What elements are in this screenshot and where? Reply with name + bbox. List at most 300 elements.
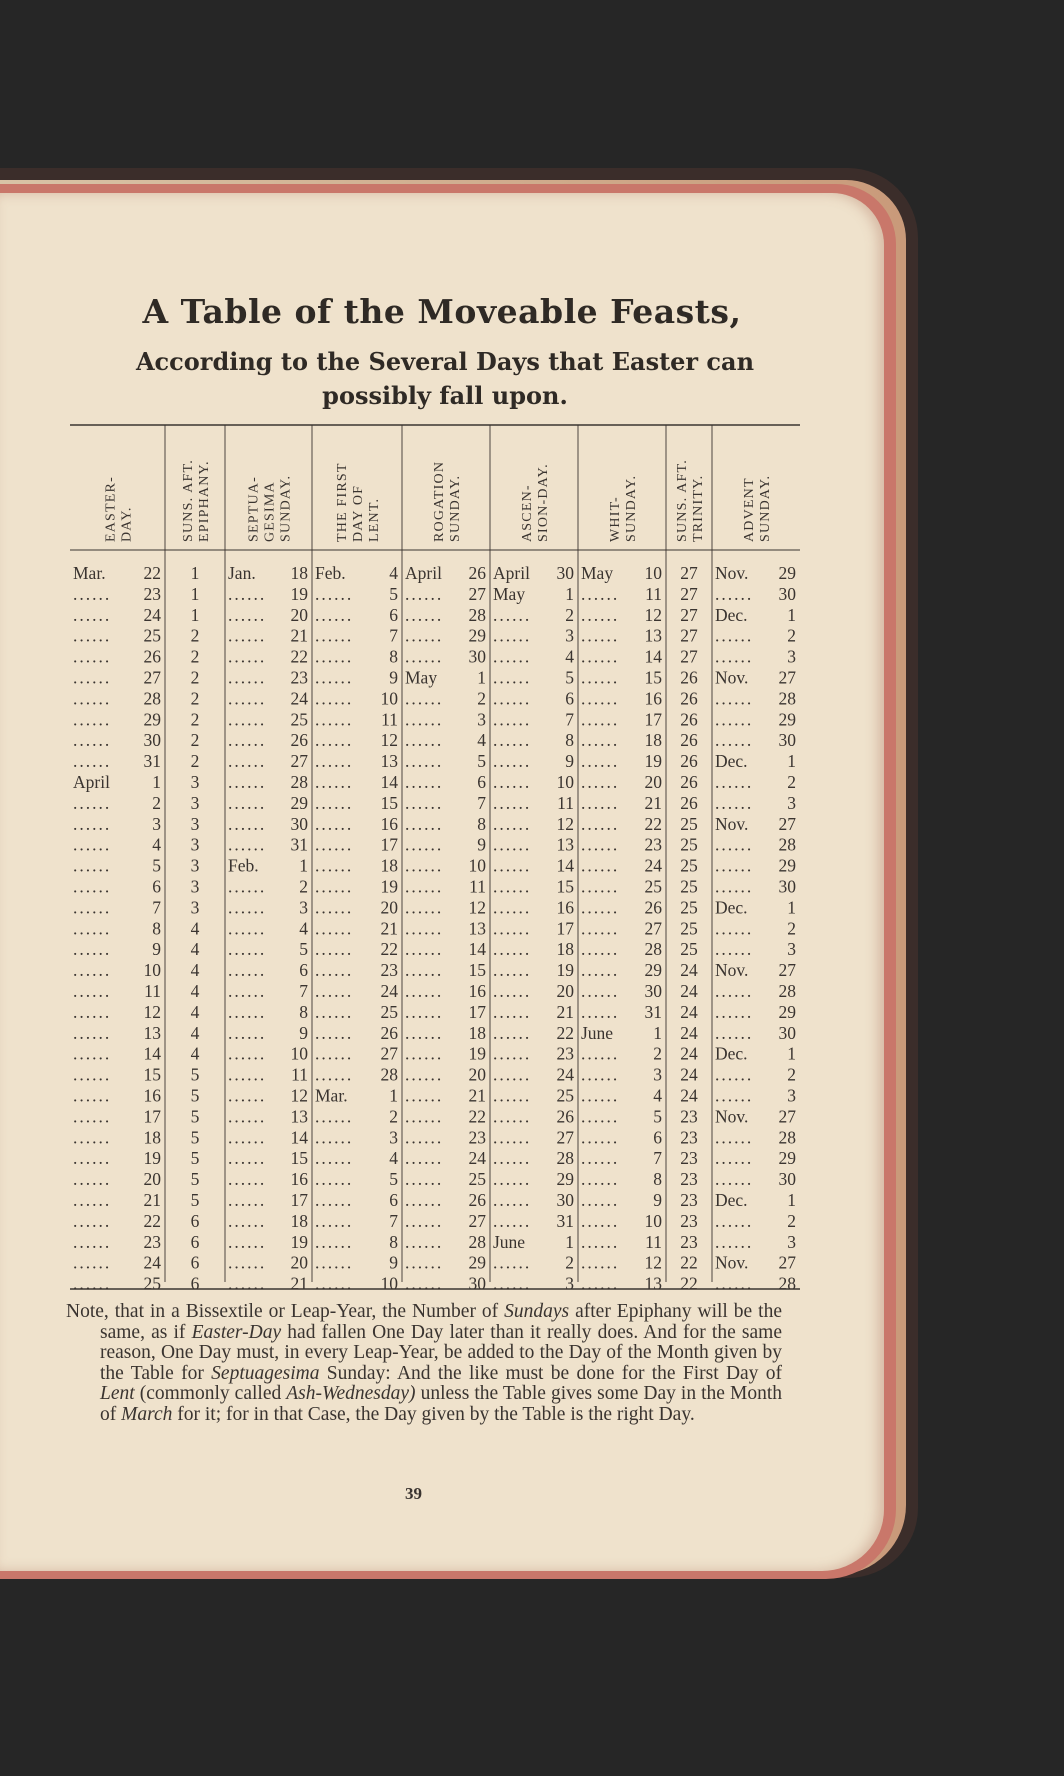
table-cell-day: 29 xyxy=(556,1169,574,1190)
dot-leader: ...... xyxy=(315,646,354,667)
table-cell-day: 19 xyxy=(468,1043,486,1064)
dot-leader: ...... xyxy=(715,1148,754,1169)
dot-leader: ...... xyxy=(228,772,267,792)
dot-leader: ...... xyxy=(73,897,112,918)
column-header: SUNDAY. xyxy=(448,474,463,542)
table-cell: 26 xyxy=(680,792,698,813)
table-cell-month: Nov. xyxy=(715,813,749,834)
table-cell-day: 3 xyxy=(787,1231,796,1252)
table-cell: 27 xyxy=(680,583,698,604)
note-italic: Sundays xyxy=(504,1301,570,1322)
table-cell-day: 18 xyxy=(380,855,398,876)
table-cell-day: 2 xyxy=(565,604,574,625)
table-cell: 5 xyxy=(190,1127,200,1148)
table-cell: 27 xyxy=(680,646,698,667)
dot-leader: ...... xyxy=(715,1064,754,1085)
table-cell: 23 xyxy=(680,1148,698,1169)
table-cell-day: 8 xyxy=(389,646,398,667)
table-cell: 24 xyxy=(680,981,698,1001)
table-cell: 25 xyxy=(680,834,698,855)
table-cell-day: 11 xyxy=(144,981,161,1001)
dot-leader: ...... xyxy=(315,813,354,834)
table-cell-day: 30 xyxy=(290,813,308,834)
table-cell-day: 7 xyxy=(565,709,574,730)
table-cell-day: 27 xyxy=(644,918,662,939)
table-cell-day: 20 xyxy=(644,772,662,792)
table-cell-day: 30 xyxy=(644,981,662,1001)
table-cell-day: 10 xyxy=(380,1273,398,1294)
table-cell-day: 17 xyxy=(380,834,398,855)
table-cell-day: 1 xyxy=(389,1085,398,1106)
table-cell-day: 27 xyxy=(143,667,161,688)
table-cell-day: 14 xyxy=(290,1127,308,1148)
dot-leader: ...... xyxy=(228,751,267,772)
dot-leader: ...... xyxy=(405,834,444,855)
dot-leader: ...... xyxy=(73,1252,112,1273)
table-cell: 1 xyxy=(190,604,200,625)
table-cell-day: 14 xyxy=(380,772,398,792)
table-cell-day: 21 xyxy=(290,625,308,646)
table-cell-day: 31 xyxy=(290,834,308,855)
column-header: THE FIRST xyxy=(335,462,350,542)
table-cell: 5 xyxy=(190,1148,200,1169)
dot-leader: ...... xyxy=(315,1231,354,1252)
table-cell-day: 6 xyxy=(389,604,398,625)
table-cell: 24 xyxy=(680,1085,698,1106)
table-cell: 2 xyxy=(190,688,200,709)
table-cell-day: 10 xyxy=(380,688,398,709)
dot-leader: ...... xyxy=(493,688,532,709)
table-cell-day: 24 xyxy=(644,855,662,876)
dot-leader: ...... xyxy=(493,1085,532,1106)
table-cell-month: June xyxy=(581,1022,614,1043)
column-header: SUNDAY. xyxy=(758,474,773,542)
table-cell-day: 29 xyxy=(778,855,796,876)
table-cell-day: 17 xyxy=(644,709,662,730)
table-cell-day: 18 xyxy=(644,730,662,751)
dot-leader: ...... xyxy=(581,876,620,897)
dot-leader: ...... xyxy=(405,981,444,1001)
table-cell-day: 1 xyxy=(565,1231,574,1252)
table-cell: 26 xyxy=(680,772,698,792)
table-cell-day: 6 xyxy=(565,688,574,709)
dot-leader: ...... xyxy=(73,1148,112,1169)
table-cell-day: 22 xyxy=(468,1106,486,1127)
dot-leader: ...... xyxy=(493,981,532,1001)
dot-leader: ...... xyxy=(715,1085,754,1106)
table-cell-day: 6 xyxy=(653,1127,662,1148)
table-cell-day: 31 xyxy=(143,751,161,772)
table-cell: 2 xyxy=(190,751,200,772)
dot-leader: ...... xyxy=(405,1022,444,1043)
table-cell-day: 1 xyxy=(477,667,486,688)
dot-leader: ...... xyxy=(228,897,267,918)
dot-leader: ...... xyxy=(405,939,444,960)
table-cell-day: 21 xyxy=(556,1001,574,1022)
table-cell-day: 3 xyxy=(389,1127,398,1148)
dot-leader: ...... xyxy=(315,960,354,981)
table-cell-month: April xyxy=(493,563,530,583)
dot-leader: ...... xyxy=(493,625,532,646)
dot-leader: ...... xyxy=(228,1273,267,1294)
dot-leader: ...... xyxy=(715,1231,754,1252)
table-cell-day: 18 xyxy=(290,563,308,583)
dot-leader: ...... xyxy=(315,897,354,918)
table-cell-day: 13 xyxy=(468,918,486,939)
dot-leader: ...... xyxy=(73,1127,112,1148)
table-cell-day: 9 xyxy=(477,834,486,855)
dot-leader: ...... xyxy=(228,918,267,939)
table-cell: 2 xyxy=(190,667,200,688)
table-cell-day: 23 xyxy=(143,583,161,604)
table-cell-day: 15 xyxy=(143,1064,161,1085)
table-cell-day: 4 xyxy=(389,563,398,583)
dot-leader: ...... xyxy=(73,792,112,813)
table-cell: 24 xyxy=(680,1043,698,1064)
table-cell-day: 18 xyxy=(556,939,574,960)
note-italic: Easter-Day xyxy=(191,1321,282,1343)
column-header: SEPTUA- xyxy=(246,476,262,542)
table-cell-day: 12 xyxy=(644,604,662,625)
table-cell: 6 xyxy=(190,1210,200,1231)
table-cell-day: 24 xyxy=(468,1148,486,1169)
dot-leader: ...... xyxy=(315,751,354,772)
table-cell-day: 24 xyxy=(143,1252,161,1273)
table-cell-day: 8 xyxy=(653,1169,662,1190)
table-cell-day: 28 xyxy=(644,939,662,960)
table-cell-day: 9 xyxy=(299,1022,308,1043)
table-cell-day: 30 xyxy=(143,730,161,751)
table-cell-day: 21 xyxy=(644,792,662,813)
dot-leader: ...... xyxy=(315,583,354,604)
table-cell-day: 29 xyxy=(778,563,796,583)
dot-leader: ...... xyxy=(715,1001,754,1022)
dot-leader: ...... xyxy=(493,1043,532,1064)
table-cell-day: 12 xyxy=(556,813,574,834)
table-cell-day: 25 xyxy=(644,876,662,897)
dot-leader: ...... xyxy=(493,1022,532,1043)
table-cell-day: 5 xyxy=(299,939,308,960)
dot-leader: ...... xyxy=(581,1001,620,1022)
table-cell-month: Feb. xyxy=(228,855,259,876)
table-cell-day: 3 xyxy=(477,709,486,730)
dot-leader: ...... xyxy=(405,1001,444,1022)
table-cell-day: 1 xyxy=(299,855,308,876)
table-cell-day: 8 xyxy=(477,813,486,834)
dot-leader: ...... xyxy=(315,688,354,709)
table-cell-day: 17 xyxy=(468,1001,486,1022)
table-cell-day: 27 xyxy=(380,1043,398,1064)
table-cell-day: 27 xyxy=(778,1252,796,1273)
table-cell: 3 xyxy=(190,855,200,876)
table-cell: 5 xyxy=(190,1169,200,1190)
dot-leader: ...... xyxy=(228,792,267,813)
dot-leader: ...... xyxy=(493,1064,532,1085)
table-cell-day: 8 xyxy=(565,730,574,751)
table-cell-day: 23 xyxy=(468,1127,486,1148)
dot-leader: ...... xyxy=(315,855,354,876)
table-cell-day: 4 xyxy=(299,918,308,939)
table-cell-day: 23 xyxy=(143,1231,161,1252)
table-cell-day: 5 xyxy=(152,855,161,876)
table-cell-day: 4 xyxy=(565,646,574,667)
dot-leader: ...... xyxy=(581,1210,620,1231)
table-cell-day: 29 xyxy=(778,709,796,730)
table-cell-day: 22 xyxy=(143,1210,161,1231)
dot-leader: ...... xyxy=(315,834,354,855)
table-cell-day: 7 xyxy=(152,897,161,918)
table-cell-day: 27 xyxy=(778,1106,796,1127)
column-header: DAY. xyxy=(119,506,135,542)
dot-leader: ...... xyxy=(493,855,532,876)
table-cell-day: 20 xyxy=(143,1169,161,1190)
dot-leader: ...... xyxy=(581,813,620,834)
table-cell-day: 30 xyxy=(468,646,486,667)
dot-leader: ...... xyxy=(73,1169,112,1190)
table-cell: 4 xyxy=(190,1001,200,1022)
table-cell-day: 16 xyxy=(644,688,662,709)
column-header: SUNS. AFT. xyxy=(181,459,196,542)
dot-leader: ...... xyxy=(315,1210,354,1231)
table-cell-day: 28 xyxy=(778,834,796,855)
dot-leader: ...... xyxy=(73,981,112,1001)
table-cell-day: 27 xyxy=(468,583,486,604)
dot-leader: ...... xyxy=(73,730,112,751)
table-cell-day: 12 xyxy=(380,730,398,751)
table-cell-day: 22 xyxy=(644,813,662,834)
table-cell-day: 7 xyxy=(299,981,308,1001)
table-cell-day: 3 xyxy=(565,1273,574,1294)
dot-leader: ...... xyxy=(493,918,532,939)
dot-leader: ...... xyxy=(405,1169,444,1190)
table-cell-day: 6 xyxy=(477,772,486,792)
table-cell-day: 3 xyxy=(787,939,796,960)
dot-leader: ...... xyxy=(581,730,620,751)
dot-leader: ...... xyxy=(228,604,267,625)
dot-leader: ...... xyxy=(581,1085,620,1106)
table-cell-day: 28 xyxy=(778,1127,796,1148)
table-cell-day: 1 xyxy=(787,1043,796,1064)
dot-leader: ...... xyxy=(581,604,620,625)
table-cell-day: 10 xyxy=(644,1210,662,1231)
table-cell-day: 6 xyxy=(299,960,308,981)
dot-leader: ...... xyxy=(581,981,620,1001)
table-cell-day: 10 xyxy=(644,563,662,583)
table-cell: 24 xyxy=(680,1001,698,1022)
table-cell-day: 22 xyxy=(380,939,398,960)
table-cell-day: 20 xyxy=(468,1064,486,1085)
table-cell: 25 xyxy=(680,897,698,918)
table-cell: 25 xyxy=(680,876,698,897)
table-cell-month: April xyxy=(73,772,110,792)
dot-leader: ...... xyxy=(315,1169,354,1190)
table-cell-day: 9 xyxy=(565,751,574,772)
table-cell: 27 xyxy=(680,625,698,646)
table-cell-day: 23 xyxy=(556,1043,574,1064)
table-cell-day: 24 xyxy=(143,604,161,625)
table-cell-day: 25 xyxy=(556,1085,574,1106)
table-cell-day: 3 xyxy=(787,792,796,813)
table-cell-day: 23 xyxy=(290,667,308,688)
note-text: had fallen One Day later than it really does. And for the same reason, One Day must, in every Leap-Year, be added to the Day of the Month given by the Table for xyxy=(100,1321,782,1384)
dot-leader: ...... xyxy=(405,1127,444,1148)
table-cell: 22 xyxy=(680,1252,698,1273)
column-header: SUNS. AFT. xyxy=(675,459,690,542)
dot-leader: ...... xyxy=(493,792,532,813)
table-cell-day: 2 xyxy=(565,1252,574,1273)
dot-leader: ...... xyxy=(581,1064,620,1085)
column-header: WHIT- xyxy=(608,496,623,542)
table-cell: 2 xyxy=(190,646,200,667)
table-cell-day: 27 xyxy=(290,751,308,772)
dot-leader: ...... xyxy=(581,897,620,918)
dot-leader: ...... xyxy=(581,834,620,855)
table-cell-day: 26 xyxy=(380,1022,398,1043)
table-cell-day: 2 xyxy=(787,1064,796,1085)
dot-leader: ...... xyxy=(315,625,354,646)
dot-leader: ...... xyxy=(315,1001,354,1022)
table-cell-day: 4 xyxy=(152,834,161,855)
page-number: 39 xyxy=(405,1484,422,1503)
table-cell: 2 xyxy=(190,709,200,730)
table-cell-day: 29 xyxy=(778,1001,796,1022)
table-cell-day: 10 xyxy=(290,1043,308,1064)
table-cell: 3 xyxy=(190,876,200,897)
table-cell: 23 xyxy=(680,1169,698,1190)
table-cell-day: 28 xyxy=(468,604,486,625)
table-cell-month: Dec. xyxy=(715,751,748,772)
table-cell-month: April xyxy=(405,563,442,583)
column-header: ROGATION xyxy=(432,460,447,542)
table-cell-day: 5 xyxy=(565,667,574,688)
table-cell-day: 27 xyxy=(778,667,796,688)
dot-leader: ...... xyxy=(493,1273,532,1294)
table-cell-day: 8 xyxy=(389,1231,398,1252)
dot-leader: ...... xyxy=(228,1106,267,1127)
table-cell-day: 2 xyxy=(299,876,308,897)
table-cell-day: 11 xyxy=(381,709,398,730)
table-cell-day: 2 xyxy=(389,1106,398,1127)
column-header: DAY OF xyxy=(351,484,366,542)
note-text: after Epiphany will be the same, as if xyxy=(100,1301,782,1343)
table-cell-day: 21 xyxy=(380,918,398,939)
dot-leader: ...... xyxy=(493,834,532,855)
dot-leader: ...... xyxy=(73,939,112,960)
dot-leader: ...... xyxy=(315,876,354,897)
table-cell-day: 19 xyxy=(644,751,662,772)
column-header: EASTER- xyxy=(103,476,119,542)
table-cell-month: May xyxy=(581,563,614,583)
table-cell-day: 3 xyxy=(653,1064,662,1085)
table-cell: 4 xyxy=(190,918,200,939)
table-cell-day: 14 xyxy=(556,855,574,876)
table-cell-day: 28 xyxy=(778,981,796,1001)
dot-leader: ...... xyxy=(715,730,754,751)
table-cell-day: 26 xyxy=(644,897,662,918)
table-cell: 22 xyxy=(680,1273,698,1294)
dot-leader: ...... xyxy=(228,1001,267,1022)
leap-year-note xyxy=(66,1302,782,1425)
table-cell: 25 xyxy=(680,855,698,876)
table-cell-day: 29 xyxy=(778,1148,796,1169)
dot-leader: ...... xyxy=(315,1064,354,1085)
dot-leader: ...... xyxy=(405,625,444,646)
table-cell-day: 15 xyxy=(556,876,574,897)
table-cell-day: 7 xyxy=(389,625,398,646)
table-cell: 3 xyxy=(190,772,200,792)
dot-leader: ...... xyxy=(73,1043,112,1064)
table-cell-day: 23 xyxy=(644,834,662,855)
dot-leader: ...... xyxy=(581,1231,620,1252)
table-cell-day: 1 xyxy=(152,772,161,792)
note-text: (commonly called xyxy=(134,1383,287,1404)
dot-leader: ...... xyxy=(73,625,112,646)
dot-leader: ...... xyxy=(73,1190,112,1210)
dot-leader: ...... xyxy=(581,1127,620,1148)
table-cell-day: 5 xyxy=(653,1106,662,1127)
dot-leader: ...... xyxy=(228,1169,267,1190)
dot-leader: ...... xyxy=(715,1127,754,1148)
table-cell-day: 10 xyxy=(468,855,486,876)
dot-leader: ...... xyxy=(405,772,444,792)
table-cell-day: 3 xyxy=(787,1085,796,1106)
table-cell-day: 12 xyxy=(143,1001,161,1022)
table-cell-month: Dec. xyxy=(715,897,748,918)
table-cell-day: 26 xyxy=(143,646,161,667)
dot-leader: ...... xyxy=(405,751,444,772)
dot-leader: ...... xyxy=(73,1231,112,1252)
dot-leader: ...... xyxy=(405,1210,444,1231)
dot-leader: ...... xyxy=(581,751,620,772)
table-cell-day: 30 xyxy=(778,1169,796,1190)
note-text: unless the Table gives some Day in the Month of xyxy=(100,1383,782,1425)
dot-leader: ...... xyxy=(228,813,267,834)
table-cell: 3 xyxy=(190,813,200,834)
dot-leader: ...... xyxy=(581,1190,620,1210)
dot-leader: ...... xyxy=(73,751,112,772)
dot-leader: ...... xyxy=(493,1169,532,1190)
table-cell-day: 1 xyxy=(653,1022,662,1043)
table-cell-day: 1 xyxy=(787,1190,796,1210)
table-cell-month: Dec. xyxy=(715,604,748,625)
dot-leader: ...... xyxy=(581,1043,620,1064)
dot-leader: ...... xyxy=(581,792,620,813)
table-cell-day: 12 xyxy=(468,897,486,918)
table-cell: 6 xyxy=(190,1273,200,1294)
dot-leader: ...... xyxy=(228,667,267,688)
table-cell-day: 1 xyxy=(787,897,796,918)
dot-leader: ...... xyxy=(228,646,267,667)
table-cell-day: 14 xyxy=(468,939,486,960)
dot-leader: ...... xyxy=(228,1148,267,1169)
dot-leader: ...... xyxy=(73,1064,112,1085)
table-cell-day: 13 xyxy=(380,751,398,772)
table-cell: 25 xyxy=(680,813,698,834)
table-cell: 3 xyxy=(190,897,200,918)
dot-leader: ...... xyxy=(405,646,444,667)
table-cell-day: 19 xyxy=(290,1231,308,1252)
table-cell-day: 20 xyxy=(556,981,574,1001)
column-header: TRINITY. xyxy=(691,474,706,542)
table-cell: 23 xyxy=(680,1106,698,1127)
dot-leader: ...... xyxy=(315,1127,354,1148)
dot-leader: ...... xyxy=(228,730,267,751)
dot-leader: ...... xyxy=(493,646,532,667)
table-cell-day: 30 xyxy=(778,583,796,604)
table-cell-day: 16 xyxy=(290,1169,308,1190)
table-cell: 24 xyxy=(680,960,698,981)
page-title: A Table of the Moveable Feasts, xyxy=(142,292,742,331)
